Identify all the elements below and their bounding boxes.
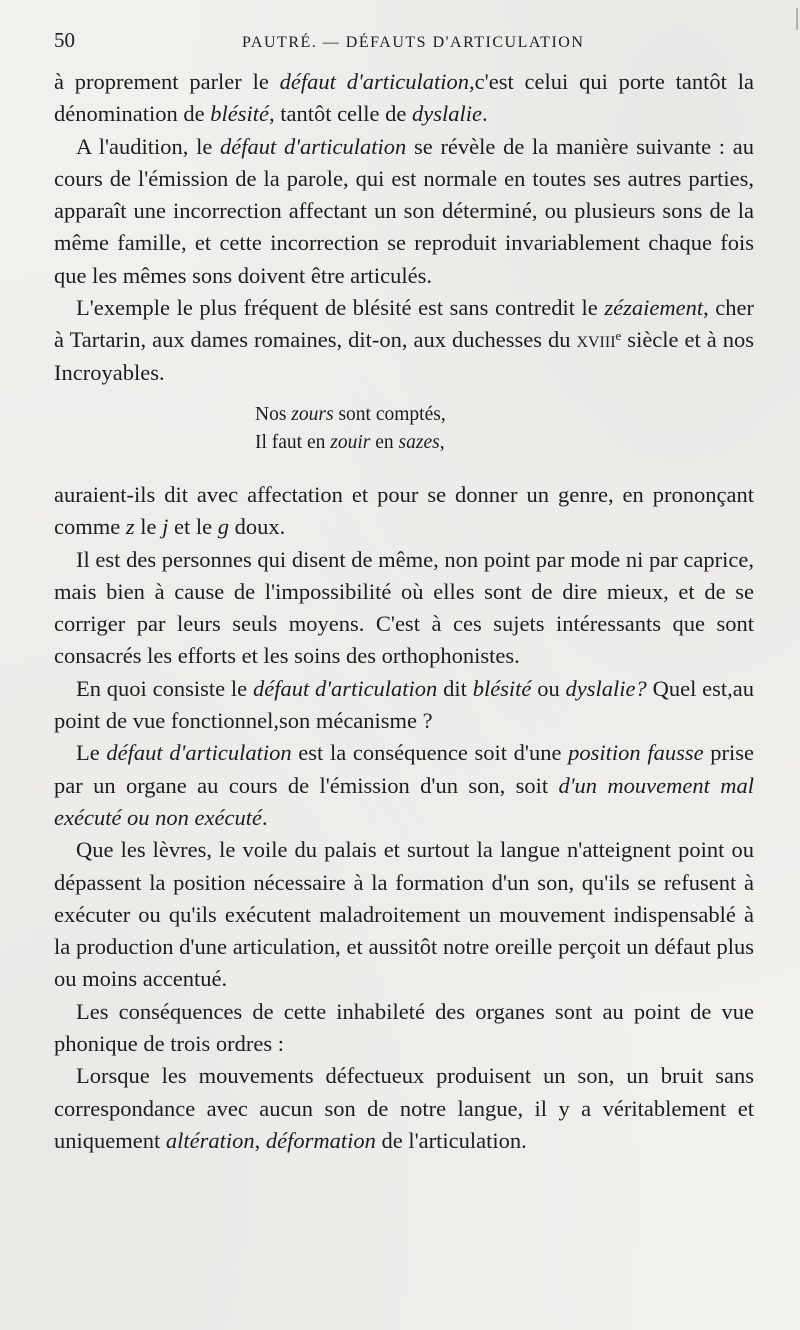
text-run: sont comptés, [333,403,446,425]
italic-term: zézaiement [604,295,704,321]
text-run: doux. [229,514,286,540]
text-run: Il faut en [255,431,331,453]
italic-term: zours [291,403,334,425]
text-run: Les conséquences de cette inhabileté des organes sont au point de vue phonique de trois ordres : [54,998,754,1057]
text-run: siècle et à nos Incroyables. [54,327,754,385]
italic-term: g [217,514,229,540]
paragraph-7 [54,737,754,834]
text-run: En quoi consiste le [76,675,253,701]
text-run: se révèle de la manière suivante : au cours de l'émission de la parole, qui est normale en toutes ses autres parties, apparaît une incorrection affectant un son déterminé, ou plusieurs sons de la même famille, et cette incorrection se reproduit invariablement chaque fois que les mêmes sons doivent être articulés. [54,133,754,288]
page-number: 50 [54,28,75,52]
text-run: à proprement parler le [54,69,280,94]
italic-term: zouir [330,431,371,453]
century-numeral: xviii [576,327,616,353]
text-run: Lorsque les mouvements défectueux produisent un son, un bruit sans correspondance avec aucun son de notre langue, il y a véritablement et uniquement [54,1063,754,1153]
text-run: de l'articulation. [375,1127,527,1153]
text-run: ,c'est celui qui porte tantôt la dénomination de [54,69,754,127]
text-run: Quel est,au point de vue fonctionnel,son mécanisme ? [54,675,754,734]
text-run: en [370,431,399,453]
text-run: Que les lèvres, le voile du palais et surtout la langue n'atteignent point ou dépassent la position nécessaire à la formation d'un son, qu'ils se refusent à exécuter ou qu'ils exécutent maladroitement un mouvement indispensablé à la production d'une articulation, et aussitôt notre oreille perçoit un défaut plus ou moins accentué. [54,837,754,992]
text-run: , [254,1127,266,1153]
italic-term: altération [165,1127,255,1153]
page-header [54,28,754,62]
italic-term: dyslalie? [565,675,647,701]
italic-term: défaut d'articulation [252,675,438,701]
italic-term: dyslalie [412,101,483,127]
text-run: . [482,101,488,127]
text-run: L'exemple le plus fréquent de blésité est sans contredit le [76,295,605,321]
italic-term: z [125,514,135,540]
text-run: . [262,804,268,830]
italic-term: j [162,514,169,540]
text-run: Le [76,740,107,766]
verse-quote [255,401,754,457]
running-head: PAUTRÉ. — DÉFAUTS D'ARTICULATION [242,34,585,51]
italic-term: d'un mouvement mal exécuté ou non exécuté [54,772,754,830]
text-run: dit [437,675,473,701]
text-run: Nos [255,403,292,425]
paragraph-1 [54,66,754,131]
italic-term: défaut d'articulation [106,740,292,766]
italic-term: défaut d'articulation [220,133,407,159]
paragraph-3 [54,292,754,389]
text-run: le [134,514,163,540]
scan-artifact [796,8,798,30]
superscript: e [615,328,622,344]
italic-term: blésité [210,101,269,127]
italic-term: déformation [265,1127,376,1153]
body-text [54,66,754,1157]
text-run: , [439,431,445,453]
text-run: A l'audition, le [76,133,221,159]
italic-term: sazes [398,431,440,453]
italic-term: blésité [472,675,532,701]
text-run: ou [531,675,566,701]
italic-term: position fausse [568,740,704,766]
text-run: est la conséquence soit d'une [291,740,569,766]
paragraph-6 [54,673,754,738]
italic-term: défaut d'articulation [279,69,470,94]
text-run: Il est des personnes qui disent de même, non point par mode ni par caprice, mais bien à cause de l'impossibilité où elles sont de dire mieux, et de se corriger par leurs seuls moyens. C'est à ces sujets intéressants que sont consacrés les efforts et les soins des orthophonistes. [54,546,754,669]
paragraph-2 [54,131,754,292]
verse-line-1 [255,401,754,429]
text-run: prise par un organe au cours de l'émission d'un son, soit [54,740,754,798]
paragraph-8 [54,834,754,995]
paragraph-5 [54,544,754,673]
paragraph-9 [54,996,754,1061]
text-run: et le [168,514,218,540]
text-run: auraient-ils dit avec affectation et pour se donner un genre, en prononçant comme [54,481,754,540]
text-run: , tantôt celle de [268,101,413,127]
paragraph-10 [54,1060,754,1157]
verse-line-2 [255,429,754,457]
paragraph-4 [54,479,754,544]
text-run: , cher à Tartarin, aux dames romaines, dit-on, aux duchesses du [54,295,755,353]
